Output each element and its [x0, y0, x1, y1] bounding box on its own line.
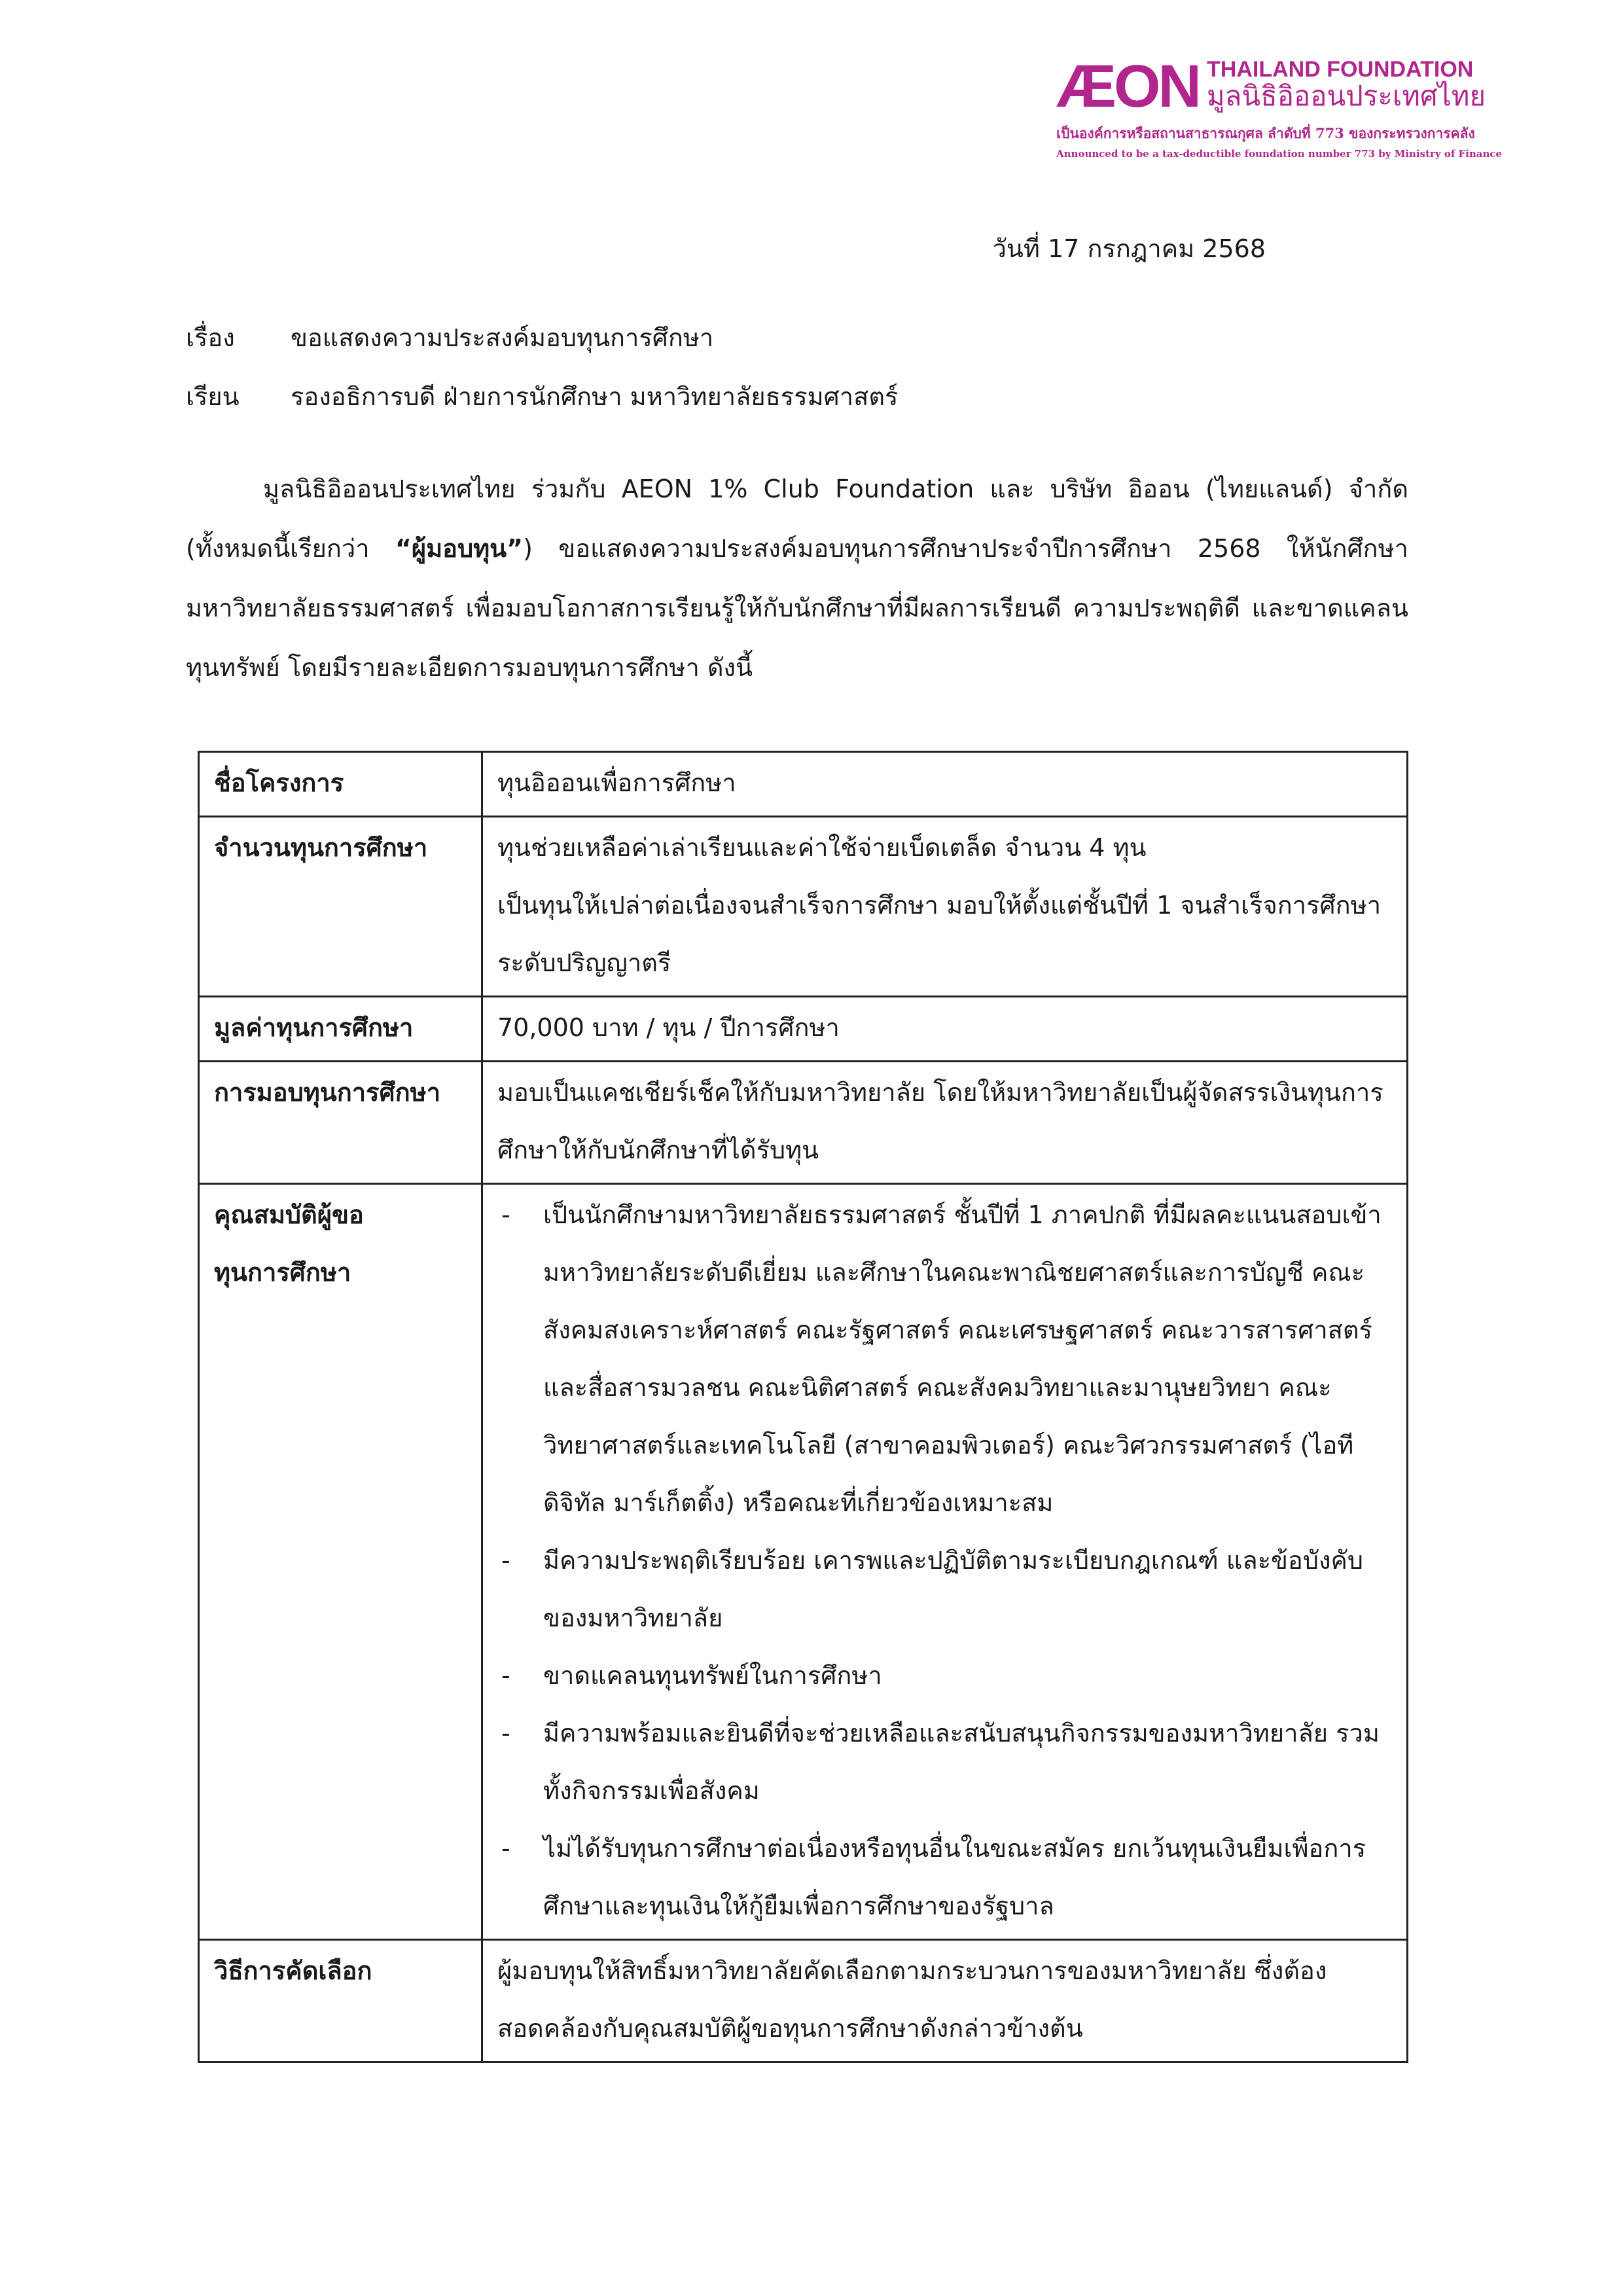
scholarship-details-table — [198, 751, 1408, 2063]
bullet-dash: - — [501, 1834, 510, 1863]
list-item — [497, 1704, 1392, 1820]
logo-tax-note-english: Announced to be a tax-deductible foundation number 773 by Ministry of Finance — [1056, 148, 1503, 160]
qualification-text: ขาดแคลนทุนทรัพย์ในการศึกษา — [543, 1661, 882, 1690]
recipient-label: เรียน — [186, 382, 240, 411]
scholarship-count-label: จำนวนทุนการศึกษา — [199, 817, 482, 997]
qualification-text: ไม่ได้รับทุนการศึกษาต่อเนื่องหรือทุนอื่นในขณะสมัคร ยกเว้นทุนเงินยืมเพื่อการศึกษาและทุนเงินให้กู้ยืมเพื่อการศึกษาของรัฐบาล — [543, 1834, 1366, 1920]
qualification-text: มีความพร้อมและยินดีที่จะช่วยเหลือและสนับสนุนกิจกรรมของมหาวิทยาลัย รวมทั้งกิจกรรมเพื่อสังคม — [543, 1719, 1380, 1805]
intro-grantor-term: “ผู้มอบทุน” — [395, 534, 524, 563]
project-name-label: ชื่อโครงการ — [199, 752, 482, 817]
subject-text: ขอแสดงความประสงค์มอบทุนการศึกษา — [291, 323, 714, 352]
qualifications-label-line2: ทุนการศึกษา — [214, 1258, 351, 1287]
table-row — [199, 1184, 1408, 1940]
qualifications-list — [497, 1186, 1392, 1935]
scholarship-value-label: มูลค่าทุนการศึกษา — [199, 997, 482, 1062]
intro-text-start: มูลนิธิอิออนประเทศไทย ร่วมกับ AEON 1% Club Foundation และ บริษัท อิออน (ไทยแลนด์) จำกัด (ทั้งหมดนี้เรียกว่า — [186, 475, 1408, 563]
qualifications-cell — [482, 1184, 1408, 1940]
table-row — [199, 1062, 1408, 1184]
bullet-dash: - — [501, 1546, 510, 1575]
list-item — [497, 1820, 1392, 1935]
qualifications-label-line1: คุณสมบัติผู้ขอ — [214, 1200, 364, 1229]
subject-label: เรื่อง — [186, 323, 235, 352]
award-method-value: มอบเป็นแคชเชียร์เช็คให้กับมหาวิทยาลัย โดยให้มหาวิทยาลัยเป็นผู้จัดสรรเงินทุนการศึกษาให้กับนักศึกษาที่ได้รับทุน — [482, 1062, 1408, 1184]
bullet-dash: - — [501, 1661, 510, 1690]
scholarship-type-note: เป็นทุนให้เปล่าต่อเนื่องจนสำเร็จการศึกษา มอบให้ตั้งแต่ชั้นปีที่ 1 จนสำเร็จการศึกษาระดับปริญญาตรี — [497, 891, 1382, 977]
table-row — [199, 752, 1408, 817]
bullet-dash: - — [501, 1719, 510, 1748]
list-item — [497, 1647, 1392, 1704]
subject-row — [186, 318, 713, 357]
qualifications-label — [199, 1184, 482, 1940]
intro-text-end: ) ขอแสดงความประสงค์มอบทุนการศึกษาประจำปีการศึกษา 2568 ให้นักศึกษามหาวิทยาลัยธรรมศาสตร์ เพื่อมอบโอกาสการเรียนรู้ให้กับนักศึกษาที่มีผลการเรียนดี ความประพฤติดี และขาดแคลนทุนทรัพย์ โดยมีรายละเอียดการมอบทุนการศึกษา ดังนี้ — [186, 534, 1409, 682]
recipient-text: รองอธิการบดี ฝ่ายการนักศึกษา มหาวิทยาลัยธรรมศาสตร์ — [291, 382, 899, 411]
list-item — [497, 1186, 1392, 1532]
logo-english-name: THAILAND FOUNDATION — [1207, 57, 1474, 82]
logo-tax-note-thai: เป็นองค์การหรือสถานสาธารณกุศล ลำดับที่ 773 ของกระทรวงการคลัง — [1056, 125, 1475, 141]
bullet-dash: - — [501, 1200, 510, 1229]
scholarship-value-amount: 70,000 บาท / ทุน / ปีการศึกษา — [482, 997, 1408, 1062]
letter-date: วันที่ 17 กรกฎาคม 2568 — [992, 234, 1266, 263]
scholarship-count-cell — [482, 817, 1408, 997]
table-row — [199, 817, 1408, 997]
table-row — [199, 1940, 1408, 2062]
table-row — [199, 997, 1408, 1062]
list-item — [497, 1532, 1392, 1647]
recipient-row — [186, 377, 898, 416]
scholarship-count-value: ทุนช่วยเหลือค่าเล่าเรียนและค่าใช้จ่ายเบ็ดเตล็ด จำนวน 4 ทุน — [497, 833, 1147, 862]
aeon-foundation-logo — [1056, 53, 1503, 168]
qualification-text: มีความประพฤติเรียบร้อย เคารพและปฏิบัติตามระเบียบกฎเกณฑ์ และข้อบังคับของมหาวิทยาลัย — [543, 1546, 1364, 1632]
award-method-label: การมอบทุนการศึกษา — [199, 1062, 482, 1184]
project-name-value: ทุนอิออนเพื่อการศึกษา — [482, 752, 1408, 817]
intro-paragraph — [186, 459, 1408, 698]
selection-method-value: ผู้มอบทุนให้สิทธิ์มหาวิทยาลัยคัดเลือกตามกระบวนการของมหาวิทยาลัย ซึ่งต้องสอดคล้องกับคุณสมบัติผู้ขอทุนการศึกษาดังกล่าวข้างต้น — [482, 1940, 1408, 2062]
aeon-logo-mark: ÆON — [1056, 53, 1199, 120]
selection-method-label: วิธีการคัดเลือก — [199, 1940, 482, 2062]
logo-thai-name: มูลนิธิอิออนประเทศไทย — [1207, 80, 1486, 112]
qualification-text: เป็นนักศึกษามหาวิทยาลัยธรรมศาสตร์ ชั้นปีที่ 1 ภาคปกติ ที่มีผลคะแนนสอบเข้ามหาวิทยาลัยระดับดีเยี่ยม และศึกษาในคณะพาณิชยศาสตร์และการบัญชี คณะสังคมสงเคราะห์ศาสตร์ คณะรัฐศาสตร์ คณะเศรษฐศาสตร์ คณะวารสารศาสตร์และสื่อสารมวลชน คณะนิติศาสตร์ คณะสังคมวิทยาและมานุษยวิทยา คณะวิทยาศาสตร์และเทคโนโลยี (สาขาคอมพิวเตอร์) คณะวิศวกรรมศาสตร์ (ไอที ดิจิทัล มาร์เก็ตติ้ง) หรือคณะที่เกี่ยวข้องเหมาะสม — [543, 1200, 1382, 1517]
